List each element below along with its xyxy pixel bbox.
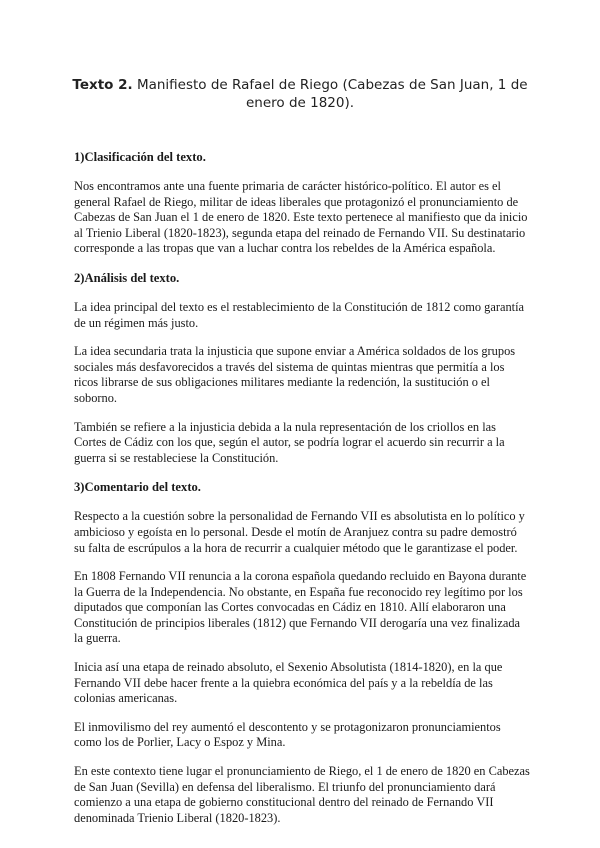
- paragraph: Inicia así una etapa de reinado absoluto, el Sexenio Absolutista (1814-1820), en la que Fernando VII debe hacer frente a la quiebra económica del país y a la rebeldía de las colonias americanas.: [74, 660, 503, 706]
- section-heading: 1)Clasificación del texto.: [74, 150, 206, 164]
- paragraph: La idea principal del texto es el restablecimiento de la Constitución de 1812 como garantía de un régimen más justo.: [74, 299, 525, 330]
- section-heading: 3)Comentario del texto.: [74, 480, 201, 495]
- title-rest: Manifiesto de Rafael de Riego (Cabezas de San Juan, 1 de enero de 1820).: [132, 77, 528, 111]
- section-heading: 2)Análisis del texto.: [74, 270, 180, 285]
- paragraph: Nos encontramos ante una fuente primaria de carácter histórico-político. El autor es el general Rafael de Riego, militar de ideas liberales que protagonizó el pronunciamiento de Cabezas de San Juan el 1 de enero de 1820. Este texto pertenece al manifiesto que da inicio al Trienio Liberal (1820-1823), segunda etapa del reinado de Fernando VII. Su destinatario corresponde a las tropas que van a luchar contra los rebeldes de la América española.: [74, 179, 528, 256]
- section-analysis: [74, 270, 530, 466]
- paragraph: En 1808 Fernando VII renuncia a la corona española quedando recluido en Bayona durante la Guerra de la Independencia. No obstante, en España fue reconocido rey legítimo por los diputados que componían las Cortes convocadas en Cádiz en 1810. Allí elaboraron una Constitución de principios liberales (1812) que Fernando VII derogaría una vez finalizada la guerra.: [74, 569, 527, 646]
- paragraph: También se refiere a la injusticia debida a la nula representación de los criollos en las Cortes de Cádiz con los que, según el autor, se podría lograr el acuerdo sin recurrir a la guerra si se restableciese la Constitución.: [74, 419, 505, 465]
- paragraph: La idea secundaria trata la injusticia que supone enviar a América soldados de los grupos sociales más desfavorecidos a través del sistema de quintas mientras que permitía a los ricos librarse de sus obligaciones militares mediante la redención, la sustitución o el soborno.: [74, 344, 516, 405]
- paragraph: Respecto a la cuestión sobre la personalidad de Fernando VII es absolutista en lo político y ambicioso y egoísta en lo personal. Desde el motín de Aranjuez contra su padre demostró su falta de escrúpulos a la hora de recurrir a cualquier método que le garantizase el poder.: [74, 509, 525, 555]
- document-title: [60, 76, 540, 112]
- paragraph: El inmovilismo del rey aumentó el descontento y se protagonizaron pronunciamientos como los de Porlier, Lacy o Espoz y Mina.: [74, 719, 501, 750]
- document-body: [74, 149, 530, 839]
- paragraph: En este contexto tiene lugar el pronunciamiento de Riego, el 1 de enero de 1820 en Cabezas de San Juan (Sevilla) en defensa del liberalismo. El triunfo del pronunciamiento dará comienzo a una etapa de gobierno constitucional dentro del reinado de Fernando VII denominada Trienio Liberal (1820-1823).: [74, 764, 530, 825]
- section-commentary: [74, 479, 530, 826]
- title-lead: Texto 2.: [72, 77, 133, 93]
- section-classification: [74, 149, 530, 257]
